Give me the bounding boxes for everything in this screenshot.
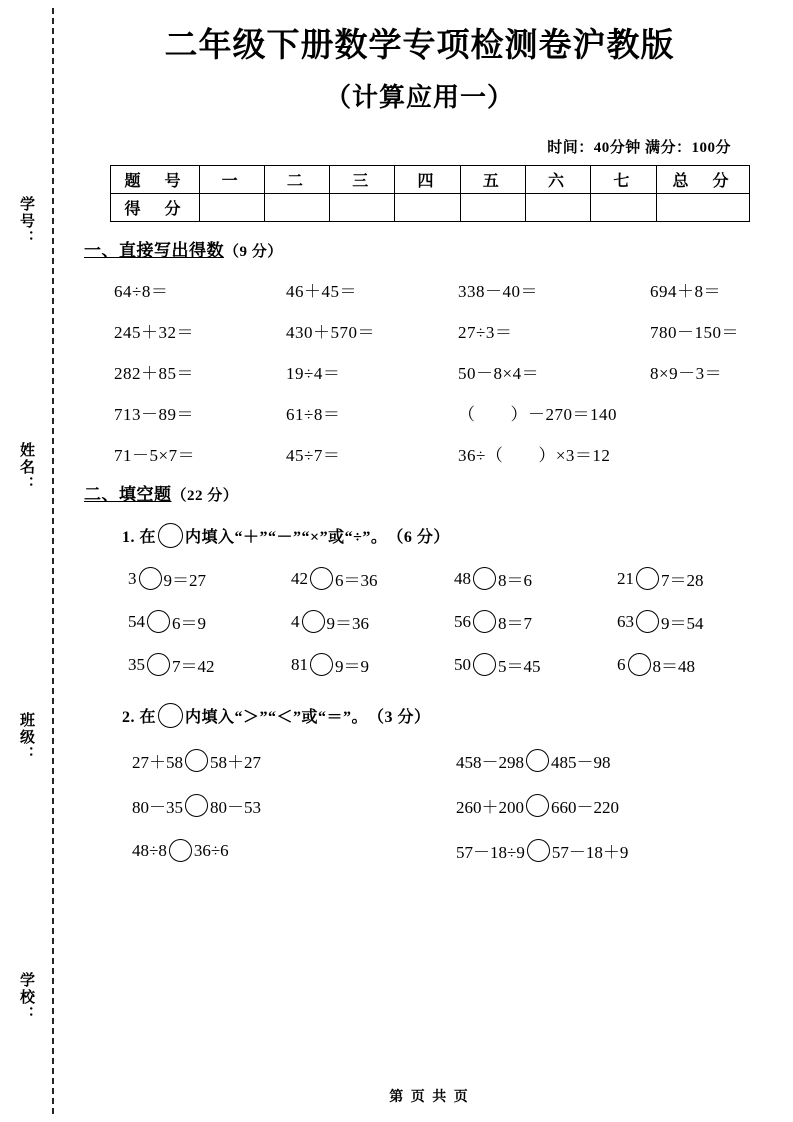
operand-right: 9＝36 [326, 614, 369, 634]
expression-right: 36÷6 [193, 840, 229, 860]
problem: 71－5×7＝ [114, 446, 196, 466]
section-1-heading [84, 236, 793, 261]
operand-left: 42 [291, 568, 308, 588]
answer-circle[interactable] [139, 567, 162, 590]
expression-left: 260＋200 [456, 798, 524, 818]
problem: 45÷7＝ [286, 446, 341, 466]
compare-item [432, 793, 756, 818]
problem: 27÷3＝ [458, 323, 513, 343]
answer-circle[interactable] [158, 523, 183, 548]
problem: 61÷8＝ [286, 405, 341, 425]
section-1-row-5 [66, 441, 793, 466]
answer-circle[interactable] [169, 839, 192, 862]
compare-item [132, 838, 432, 863]
answer-circle[interactable] [527, 839, 550, 862]
section-1-row-3 [66, 359, 793, 384]
expression-right: 58＋27 [210, 753, 261, 773]
answer-circle[interactable] [526, 794, 549, 817]
expression-right: 80－53 [210, 798, 261, 818]
answer-circle[interactable] [310, 567, 333, 590]
section-1-row-1 [66, 277, 793, 302]
score-col-7: 七 [591, 166, 656, 194]
score-cell-4[interactable] [395, 194, 460, 222]
answer-circle[interactable] [628, 653, 651, 676]
answer-circle[interactable] [473, 567, 496, 590]
score-col-1: 一 [199, 166, 264, 194]
operand-right: 8＝6 [498, 571, 532, 591]
left-margin-strip [0, 0, 66, 1122]
section-1-title: 一、直接写出得数 [84, 241, 224, 261]
operand-left: 50 [454, 654, 471, 674]
score-col-5: 五 [460, 166, 525, 194]
problem: （ ）－270＝140 [458, 405, 617, 425]
answer-circle[interactable] [302, 610, 325, 633]
question-2-2-prompt [122, 703, 793, 728]
fill-item [617, 652, 780, 677]
problem: 282＋85＝ [114, 364, 194, 384]
section-1-points: （9 分） [224, 244, 283, 261]
question-2-1-prefix: 1. 在 [122, 529, 157, 547]
table-row-scores [110, 194, 749, 222]
fill-item [617, 609, 780, 634]
fill-item [291, 566, 454, 591]
dashed-fold-line [52, 8, 54, 1114]
field-name: 姓名： [18, 442, 34, 493]
question-2-1-row-1 [66, 566, 793, 591]
expression-left: 458－298 [456, 753, 524, 773]
problem: 713－89＝ [114, 405, 194, 425]
score-col-2: 二 [264, 166, 329, 194]
problem: 36÷（ ）×3＝12 [458, 446, 611, 466]
compare-item [132, 793, 432, 818]
question-2-2-row-1 [66, 748, 793, 773]
operand-right: 9＝54 [661, 614, 704, 634]
operand-left: 21 [617, 568, 634, 588]
operand-right: 8＝7 [498, 614, 532, 634]
question-2-2-suffix: 内填入“＞”“＜”或“＝”。 [185, 709, 369, 727]
problem: 780－150＝ [650, 323, 739, 343]
problem: 8×9－3＝ [650, 364, 723, 384]
score-cell-5[interactable] [460, 194, 525, 222]
score-label-score: 得 分 [110, 194, 199, 222]
expression-left: 27＋58 [132, 753, 183, 773]
fill-item [128, 609, 291, 634]
field-class: 班级： [18, 712, 34, 763]
score-label-question: 题 号 [110, 166, 199, 194]
problem: 245＋32＝ [114, 323, 194, 343]
problem: 694＋8＝ [650, 282, 721, 302]
compare-item [432, 748, 756, 773]
expression-left: 48÷8 [132, 840, 167, 860]
score-col-6: 六 [525, 166, 590, 194]
fill-item [454, 652, 617, 677]
score-col-total: 总 分 [656, 166, 749, 194]
section-2-title: 二、填空题 [84, 485, 172, 505]
problem: 430＋570＝ [286, 323, 375, 343]
answer-circle[interactable] [185, 749, 208, 772]
section-2-heading [84, 480, 793, 505]
answer-circle[interactable] [636, 567, 659, 590]
fill-item [128, 566, 291, 591]
operand-left: 4 [291, 611, 300, 631]
score-col-3: 三 [330, 166, 395, 194]
expression-left: 57－18÷9 [456, 843, 525, 863]
operand-right: 6＝36 [335, 571, 378, 591]
section-2-points: （22 分） [171, 488, 239, 505]
operand-right: 9＝27 [163, 571, 206, 591]
paper-content [66, 0, 793, 1122]
operand-left: 81 [291, 654, 308, 674]
score-cell-6[interactable] [525, 194, 590, 222]
operand-left: 48 [454, 568, 471, 588]
table-row-header [110, 166, 749, 194]
fill-item [291, 609, 454, 634]
operand-right: 7＝42 [172, 657, 215, 677]
problem: 64÷8＝ [114, 282, 169, 302]
operand-left: 6 [617, 654, 626, 674]
section-1-row-2 [66, 318, 793, 343]
fill-item [617, 566, 780, 591]
expression-right: 485－98 [551, 753, 611, 773]
section-1-row-4 [66, 400, 793, 425]
answer-circle[interactable] [473, 653, 496, 676]
exam-meta: 时间：40分钟 满分：100分 [547, 140, 731, 157]
question-2-1-prompt [122, 523, 793, 548]
fill-item [291, 652, 454, 677]
answer-circle[interactable] [473, 610, 496, 633]
question-2-2-row-3 [66, 838, 793, 863]
answer-circle[interactable] [185, 794, 208, 817]
score-cell-2[interactable] [264, 194, 329, 222]
question-2-2-points: （3 分） [368, 709, 431, 727]
page-title: 二年级下册数学专项检测卷沪教版 [164, 28, 675, 64]
expression-left: 80－35 [132, 798, 183, 818]
score-cell-7[interactable] [591, 194, 656, 222]
field-student-id: 学号： [18, 196, 34, 247]
operand-left: 3 [128, 568, 137, 588]
operand-right: 9＝9 [335, 657, 369, 677]
fill-item [128, 652, 291, 677]
problem: 338－40＝ [458, 282, 538, 302]
field-school: 学校： [18, 972, 34, 1023]
question-2-1-suffix: 内填入“＋”“－”“×”或“÷”。 [185, 529, 388, 547]
problem: 19÷4＝ [286, 364, 341, 384]
answer-circle[interactable] [636, 610, 659, 633]
problem: 46＋45＝ [286, 282, 357, 302]
operand-right: 5＝45 [498, 657, 541, 677]
score-cell-3[interactable] [330, 194, 395, 222]
score-col-4: 四 [395, 166, 460, 194]
operand-left: 35 [128, 654, 145, 674]
operand-right: 7＝28 [661, 571, 704, 591]
score-cell-1[interactable] [199, 194, 264, 222]
operand-left: 54 [128, 611, 145, 631]
operand-left: 56 [454, 611, 471, 631]
expression-right: 660－220 [551, 798, 619, 818]
score-table [110, 165, 750, 222]
page-footer: 第 页 共 页 [389, 1090, 470, 1105]
question-2-1-row-2 [66, 609, 793, 634]
question-2-1-points: （6 分） [387, 529, 450, 547]
answer-circle[interactable] [147, 610, 170, 633]
answer-circle[interactable] [147, 653, 170, 676]
operand-right: 6＝9 [172, 614, 206, 634]
compare-item [432, 838, 756, 863]
question-2-2-row-2 [66, 793, 793, 818]
compare-item [132, 748, 432, 773]
fill-item [454, 609, 617, 634]
operand-right: 8＝48 [652, 657, 695, 677]
answer-circle[interactable] [526, 749, 549, 772]
expression-right: 57－18＋9 [551, 843, 629, 863]
problem: 50－8×4＝ [458, 364, 540, 384]
fill-item [454, 566, 617, 591]
page-subtitle: （计算应用一） [324, 83, 514, 113]
question-2-2-prefix: 2. 在 [122, 709, 157, 727]
score-cell-total[interactable] [656, 194, 749, 222]
answer-circle[interactable] [158, 703, 183, 728]
operand-left: 63 [617, 611, 634, 631]
answer-circle[interactable] [310, 653, 333, 676]
question-2-1-row-3 [66, 652, 793, 677]
